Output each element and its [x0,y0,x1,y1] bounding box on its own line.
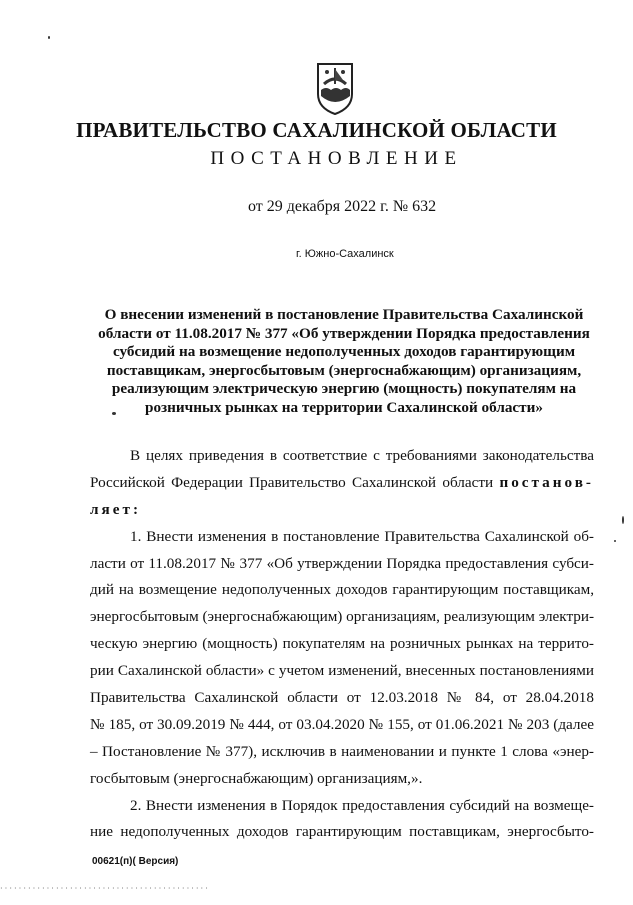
document-footer-code: 00621(п)( Версия) [92,856,179,867]
body-line: рии Сахалинской области» с учетом изменений, внесенных постановлениями [90,662,594,680]
body-line [90,470,594,497]
subject-line: области от 11.08.2017 № 377 «Об утверждении Порядка предоставления [98,324,590,342]
document-city: г. Южно-Сахалинск [296,248,394,260]
document-subject [94,306,594,417]
scan-speck [614,540,616,542]
document-type: ПОСТАНОВЛЕНИЕ [210,148,463,169]
preamble-text: Российской Федерации Правительство Сахалинской области [90,473,500,491]
body-line: Правительства Сахалинской области от 12.03.2018 № 84, от 28.04.2018 [90,689,594,707]
subject-line: реализующим электрическую энергию (мощность) покупателям на [111,380,577,397]
subject-line: субсидий на возмещение недополученных доходов гарантирующим [112,343,576,360]
body-line: ческую энергию (мощность) покупателям на розничных рынках на террито- [90,635,594,653]
body-line: ласти от 11.08.2017 № 377 «Об утверждении Порядка предоставления субси- [90,554,594,572]
scan-speck [112,412,116,415]
body-line: энергосбытовым (энергоснабжающим) организациям, реализующим электри- [90,608,595,626]
body-line: 2. Внести изменения в Порядок предоставления субсидий на возмеще- [130,796,594,814]
body-line: ляет: [90,500,141,518]
coat-of-arms-icon [312,60,358,116]
document-date-number: от 29 декабря 2022 г. № 632 [248,198,437,215]
subject-line: розничных рынках на территории Сахалинской области» [145,398,543,416]
subject-line: О внесении изменений в постановление Правительства Сахалинской [104,306,584,323]
body-line: № 185, от 30.09.2019 № 444, от 03.04.2020 № 155, от 01.06.2021 № 203 (далее [90,715,594,733]
document-body [90,443,594,846]
body-line: госбытовым (энергоснабжающим) организациям,». [90,769,423,787]
scan-speck [622,516,624,524]
body-line: 1. Внести изменения в постановление Правительства Сахалинской об- [130,527,594,545]
body-line: – Постановление № 377), исключив в наименовании и пункте 1 слова «энер- [90,742,594,760]
scan-speck [48,36,50,39]
resolve-word: постанов- [499,473,594,491]
government-title: ПРАВИТЕЛЬСТВО САХАЛИНСКОЙ ОБЛАСТИ [76,118,557,142]
body-line: В целях приведения в соответствие с требованиями законодательства [130,447,594,464]
body-line: дий на возмещение недополученных доходов гарантирующим поставщикам, [90,581,594,599]
scan-edge-dots: · · · · · · · · · · · · · · · · · · · · · · · · · · · · · · · · · · · · · · · · · · · · · [0,884,208,890]
body-line: ние недополученных доходов гарантирующим поставщикам, энергосбыто- [90,823,594,841]
subject-line: поставщикам, энергосбытовым (энергоснабжающим) организациям, [106,361,582,379]
